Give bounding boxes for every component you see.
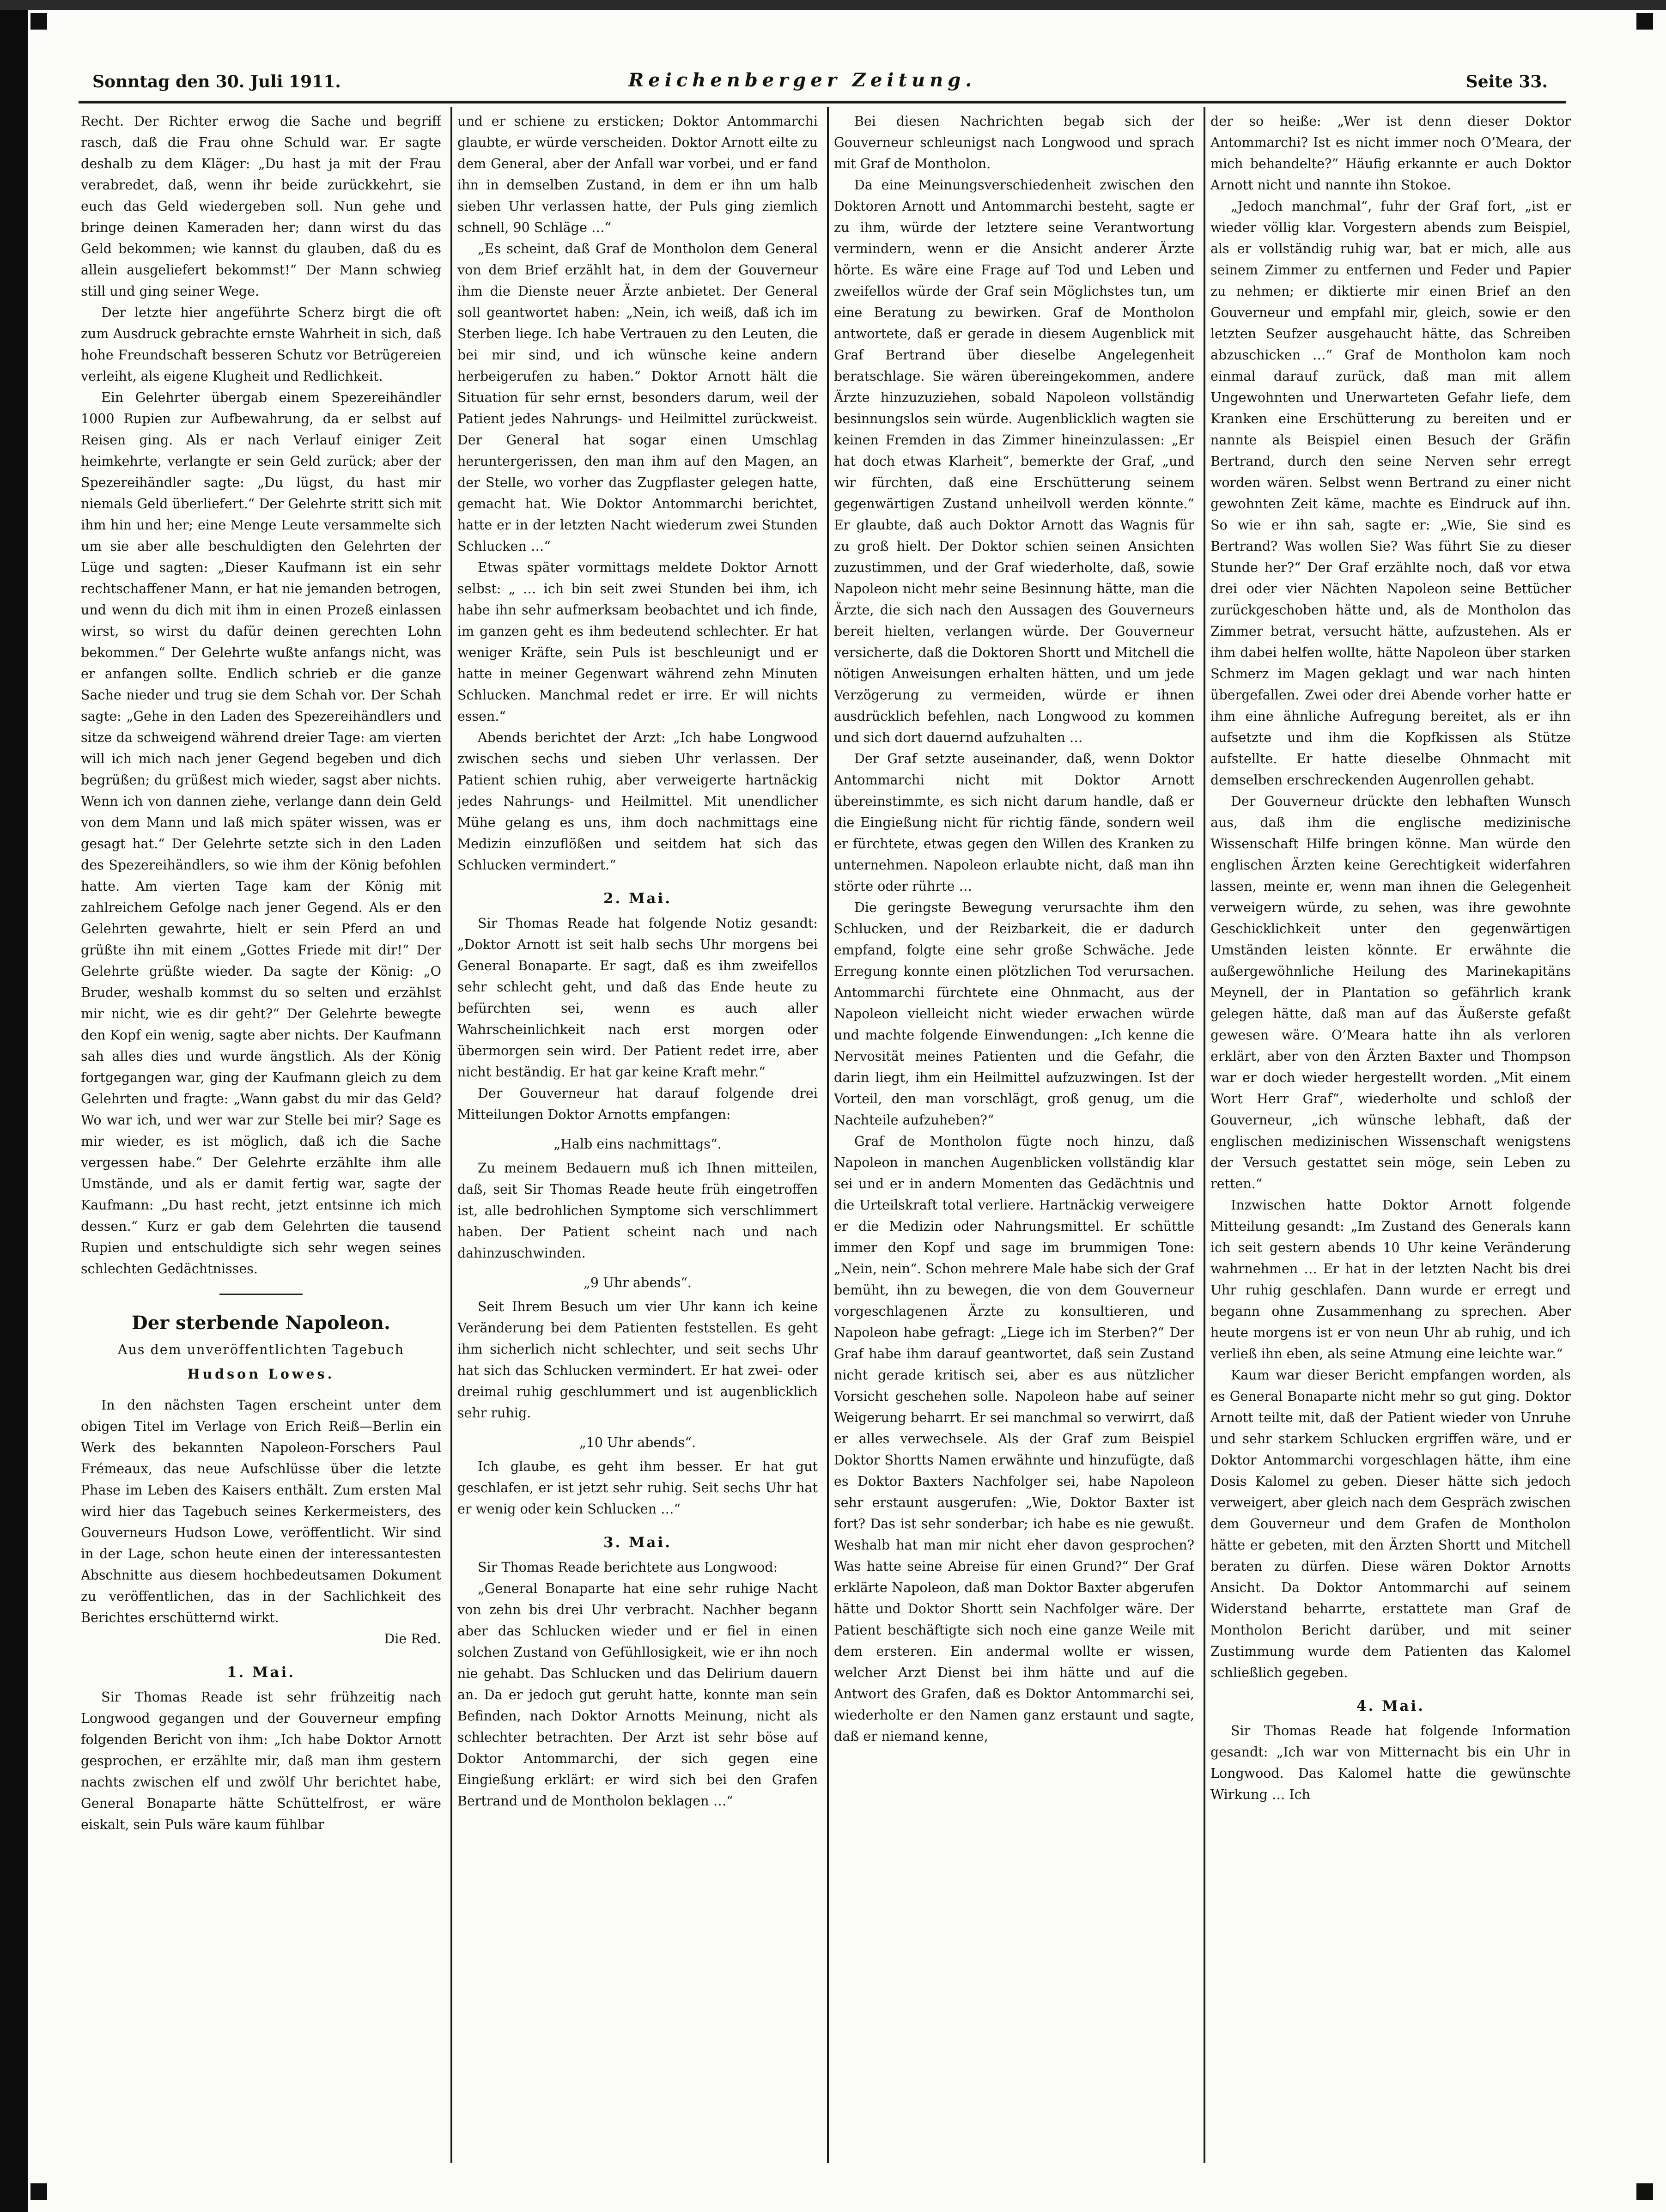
paragraph: Graf de Montholon fügte noch hinzu, daß Napoleon in manchen Augenblicken vollständig klar sei und er in andern Momenten das Gedächtnis und die Urteilskraft total verliere. Hartnäckig verweigere er die Medizin oder Nahrungsmittel. Er schüttle immer den Kopf und sage im brummigen Tone: „Nein, nein“. Schon mehrere Male habe sich der Graf bemüht, ihn zu bewegen, die von dem Gouverneur vorgeschlagenen Ärzte zu konsultieren, und Napoleon habe gefragt: „Liege ich im Sterben?“ Der Graf habe ihm darauf geantwortet, daß sein Zustand nicht gerade kritisch sei, aber es aus nützlicher Vorsicht geschehen solle. Napoleon habe auf seiner Weigerung beharrt. Er sei manchmal so verwirrt, daß er alles verwechsele. Als der Graf zum Beispiel Doktor Shortts Namen erwähnte und hinzufügte, daß es Doktor Baxters Nachfolger sei, habe Napoleon sehr erstaunt ausgerufen: „Wie, Doktor Baxter ist fort? Das ist sehr sonderbar; ich habe es nie gewußt. Weshalb hat man mir nicht eher davon gesprochen? Was hatte seine Abreise für einen Grund?“ Der Graf erklärte Napoleon, daß man Doktor Baxter abgerufen hätte und Doktor Shortt sein Nachfolger wäre. Der Patient beschäftigte sich noch eine ganze Weile mit dem ersteren. Ein andermal wollte er wissen, welcher Arzt Dienst bei ihm hätte und auf die Antwort des Grafen, daß es Doktor Antommarchi sei, wiederholte er den Namen ganz erstaunt und sagte, daß er niemand kenne, xyxy=(834,1134,1194,1744)
paragraph: „General Bonaparte hat eine sehr ruhige Nacht von zehn bis drei Uhr verbracht. Nachher begann aber das Schlucken wieder und er fiel in einen solchen Zustand von Gefühllosigkeit, wie er ihn noch nie gehabt. Das Schlucken und das Delirium dauern an. Da er jedoch gut geruht hatte, konnte man sein Befinden, nach Doktor Arnotts Meinung, nicht als schlechter betrachten. Der Arzt ist sehr böse auf Doktor Antommarchi, der sich gegen eine Eingießung erklärt: er wird sich bei den Grafen Bertrand und de Montholon beklagen …“ xyxy=(457,1581,818,1809)
paragraph: Seit Ihrem Besuch um vier Uhr kann ich keine Veränderung bei dem Patienten feststellen. Es geht ihm sicherlich nicht schlechter, und seit sechs Uhr hat sich das Schlucken vermindert. Er hat zwei- oder dreimal ruhig geschlummert und ist augenblicklich sehr ruhig. xyxy=(457,1299,818,1421)
message-time: „10 Uhr abends“. xyxy=(579,1435,696,1450)
article-subtitle-author: Hudson Lowes. xyxy=(187,1366,335,1382)
header-rule xyxy=(79,101,1566,103)
message-time: „Halb eins nachmittags“. xyxy=(553,1136,722,1152)
paragraph: der so heiße: „Wer ist denn dieser Doktor Antommarchi? Ist es nicht immer noch O’Meara, der mich behandelte?“ Häufig erkannte er auch Doktor Arnott nicht und nannte ihn Stokoe. xyxy=(1210,114,1571,193)
paragraph: Der letzte hier angeführte Scherz birgt die oft zum Ausdruck gebrachte ernste Wahrheit in sich, daß hohe Freundschaft besseren Schutz vor Betrügereien verleiht, als eigene Klugheit und Redlichkeit. xyxy=(81,305,441,384)
corner-mark xyxy=(30,13,47,30)
paragraph: Bei diesen Nachrichten begab sich der Gouverneur schleunigst nach Longwood und sprach mit Graf de Montholon. xyxy=(834,114,1194,171)
paragraph: Der Graf setzte auseinander, daß, wenn Doktor Antommarchi nicht mit Doktor Arnott übereinstimmte, es sich nicht darum handle, daß er die Eingießung nicht für richtig fände, sondern weil er fürchtete, etwas gegen den Willen des Kranken zu unternehmen. Napoleon erlaubte nicht, daß man ihn störte oder rührte … xyxy=(834,751,1194,894)
column-4 xyxy=(1210,111,1571,2153)
paragraph: Die geringste Bewegung verursachte ihm den Schlucken, und der Reizbarkeit, die er dadurch empfand, folgte eine sehr große Schwäche. Jede Erregung konnte einen plötzlichen Tod verursachen. Antommarchi fürchtete eine Ohnmacht, aus der Napoleon vielleicht nicht wieder erwachen würde und machte folgende Einwendungen: „Ich kenne die Nervosität meines Patienten und die Gefahr, die darin liegt, ihm ein Heilmittel aufzuzwingen. Ist der Vorteil, den man vorschlägt, groß genug, um die Nachteile aufzuheben?“ xyxy=(834,900,1194,1128)
paragraph: „Es scheint, daß Graf de Montholon dem General von dem Brief erzählt hat, in dem der Gouverneur ihm die Dienste neuer Ärzte anbietet. Der General soll geantwortet haben: „Nein, ich weiß, daß ich im Sterben liege. Ich habe Vertrauen zu den Leuten, die bei mir sind, und ich wünsche keine andern herbeigerufen zu haben.“ Doktor Arnott hält die Situation für sehr ernst, besonders darum, weil der Patient jedes Nahrungs- und Heilmittel zurückweist. Der General hat sogar einen Umschlag heruntergerissen, den man ihm auf den Magen, an der Stelle, wo vorher das Zugpflaster gelegen hatte, gemacht hat. Wie Doktor Antommarchi berichtet, hatte er in der letzten Nacht wiederum zwei Stunden Schlucken …“ xyxy=(457,241,818,554)
paragraph: Ein Gelehrter übergab einem Spezereihändler 1000 Rupien zur Aufbewahrung, da er selbst auf Reisen ging. Als er nach Verlauf einiger Zeit heimkehrte, verlangte er sein Geld zurück; aber der Spezereihändler sagte: „Du lügst, du hast mir niemals Geld überliefert.“ Der Gelehrte stritt sich mit ihm hin und her; eine Menge Leute versammelte sich um sie aber alle beschuldigten den Gelehrten der Lüge und sagten: „Dieser Kaufmann ist ein sehr rechtschaffener Mann, er hat nie jemanden betrogen, und wenn du dich mit ihm in einen Prozeß einlassen wirst, so wirst du dafür deinen gerechten Lohn bekommen.“ Der Gelehrte wußte anfangs nicht, was er anfangen sollte. Endlich schrieb er die ganze Sache nieder und trug sie dem Schah vor. Der Schah sagte: „Gehe in den Laden des Spezereihändlers und sitze da schweigend während dreier Tage: am vierten will ich mich nach jener Gegend begeben und dich begrüßen; du grüßest mich wieder, sagst aber nichts. Wenn ich von dannen ziehe, verlange dann dein Geld von dem Mann und laß mich später wissen, was er gesagt hat.“ Der Gelehrte setzte sich in den Laden des Spezereihändlers, so wie ihm der König befohlen hatte. Am vierten Tage kam der König mit zahlreichem Gefolge nach jener Gegend. Als er den Gelehrten gewahrte, hielt er sein Pferd an und grüßte ihn mit einem „Gottes Friede mit dir!“ Der Gelehrte grüßte wieder. Da sagte der König: „O Bruder, weshalb kommst du so selten und erzählst mir nicht, wie es dir geht?“ Der Gelehrte bewegte den Kopf ein wenig, sagte aber nichts. Der Kaufmann sah alles dies und wurde ängstlich. Als der König fortgegangen war, ging der Kaufmann gleich zu dem Gelehrten und fragte: „Wann gabst du mir das Geld? Wo war ich, und wer war zur Stelle bei mir? Sage es mir wieder, es ist möglich, daß ich die Sache vergessen habe.“ Der Gelehrte erzählte ihm alle Umstände, und als er damit fertig war, sagte der Kaufmann: „Du hast recht, jetzt entsinne ich mich dessen.“ Kurz er gab dem Gelehrten die tausend Rupien und entschuldigte sich sehr wegen seines schlechten Gedächtnisses. xyxy=(81,390,441,1276)
paragraph: Der Gouverneur hat darauf folgende drei Mitteilungen Doktor Arnotts empfangen: xyxy=(457,1086,818,1122)
paragraph: Zu meinem Bedauern muß ich Ihnen mitteilen, daß, seit Sir Thomas Reade heute früh eingetroffen ist, alle bedrohlichen Symptome sich verschlimmert haben. Der Patient scheint nach und nach dahinzuschwinden. xyxy=(457,1161,818,1261)
editorial-intro: In den nächsten Tagen erscheint unter dem obigen Titel im Verlage von Erich Reiß—Berlin ein Werk des bekannten Napoleon-Forschers Paul Frémeaux, das neue Aufschlüsse über die letzte Phase im Leben des Kaisers enthält. Zum ersten Mal wird hier das Tagebuch seines Kerkermeisters, des Gouverneurs Hudson Lowe, veröffentlicht. Wir sind in der Lage, schon heute einen der interessantesten Abschnitte aus diesem hochbedeutsamen Dokument zu veröffentlichen, das in der Sachlichkeit des Berichtes erschütternd wirkt. xyxy=(81,1398,441,1625)
editorial-signoff: Die Red. xyxy=(384,1631,441,1647)
paragraph: Etwas später vormittags meldete Doktor Arnott selbst: „ … ich bin seit zwei Stunden bei ihm, ich habe ihn sehr aufmerksam beobachtet und ich finde, im ganzen geht es ihm bedeutend schlechter. Er hat weniger Kräfte, sein Puls ist beschleunigt und er hatte in meiner Gegenwart während zehn Minuten Schlucken. Manchmal redet er irre. Er will nichts essen.“ xyxy=(457,560,818,724)
paragraph: Inzwischen hatte Doktor Arnott folgende Mitteilung gesandt: „Im Zustand des Generals kann ich seit gestern abends 10 Uhr keine Veränderung wahrnehmen … Er hat in der letzten Nacht bis drei Uhr ruhig geschlafen. Dann wurde er erregt und begann ohne Zusammenhang zu sprechen. Aber heute morgens ist er von neun Uhr ab ruhig, und ich verließ ihn eben, als seine Atmung eine leichte war.“ xyxy=(1210,1197,1571,1361)
page-number: Seite 33. xyxy=(1465,72,1548,91)
corner-mark xyxy=(1636,13,1653,30)
column-2 xyxy=(457,111,818,2153)
paragraph: Sir Thomas Reade hat folgende Notiz gesandt: „Doktor Arnott ist seit halb sechs Uhr morgens bei General Bonaparte. Er sagt, daß es ihm zweifellos sehr schlecht geht, und daß das Ende heute zu befürchten sei, wenn es auch aller Wahrscheinlichkeit nach erst morgen oder übermorgen sein wird. Der Patient redet irre, aber nicht beständig. Er hat gar keine Kraft mehr.“ xyxy=(457,916,818,1080)
paragraph: „Jedoch manchmal“, fuhr der Graf fort, „ist er wieder völlig klar. Vorgestern abends zum Beispiel, als er vollständig ruhig war, bat er mich, alle aus seinem Zimmer zu entfernen und Feder und Papier zu nehmen; er diktierte mir einen Brief an den Gouverneur und empfahl mir, gleich, sowie er den letzten Seufzer ausgehaucht hätte, das Schreiben abzuschicken …“ Graf de Montholon kam noch einmal darauf zurück, daß man mit allem Ungewohnten und Unerwarteten Gefahr liefe, dem Kranken eine Erschütterung zu bereiten und er nannte als Beispiel einen Besuch der Gräfin Bertrand, durch den seine Nerven sehr erregt worden wären. Selbst wenn Bertrand zu einer nicht gewohnten Zeit käme, machte es Eindruck auf ihn. So wie er ihn sah, sagte er: „Wie, Sie sind es Bertrand? Was wollen Sie? Was führt Sie zu dieser Stunde her?“ Der Graf erzählte noch, daß vor etwa drei oder vier Nächten Napoleon seine Bettücher zurückgeschoben hätte und, als de Montholon das Zimmer betrat, versucht hätte, aufzustehen. Als er ihm dabei helfen wollte, hätte Napoleon über starken Schmerz im Magen geklagt und war nach hinten übergefallen. Zwei oder drei Abende vorher hatte er ihm eine ähnliche Aufregung bereitet, als er ihn aufsetzte und ihm die Kopfkissen als Stütze aufstellte. Er hatte dieselbe Ohnmacht mit demselben erschreckenden Augenrollen gehabt. xyxy=(1210,199,1571,788)
paragraph: Abends berichtet der Arzt: „Ich habe Longwood zwischen sechs und sieben Uhr verlassen. Der Patient schien ruhig, aber verweigerte hartnäckig jedes Nahrungs- und Heilmittel. Mit unendlicher Mühe gelang es uns, ihm doch nachmittags eine Medizin einzuflößen und seitdem hat sich das Schlucken vermindert.“ xyxy=(457,730,818,873)
paragraph: Sir Thomas Reade hat folgende Information gesandt: „Ich war von Mitternacht bis ein Uhr in Longwood. Das Kalomel hatte die gewünschte Wirkung … Ich xyxy=(1210,1723,1571,1802)
issue-date: Sonntag den 30. Juli 1911. xyxy=(92,72,341,91)
paragraph: und er schiene zu ersticken; Doktor Antommarchi glaubte, er würde verscheiden. Doktor Arnott eilte zu dem General, aber der Anfall war vorbei, und er fand ihn in demselben Zustand, in dem er ihn um halb sieben Uhr verlassen hatte, der Puls ging ziemlich schnell, 90 Schläge …“ xyxy=(457,114,818,235)
column-3 xyxy=(834,111,1194,2153)
column-rule xyxy=(450,107,452,2163)
corner-mark xyxy=(1636,2183,1653,2200)
scan-top-band xyxy=(0,0,1666,10)
diary-date: 3. Mai. xyxy=(603,1534,672,1551)
diary-date: 1. Mai. xyxy=(226,1664,296,1681)
paragraph: Kaum war dieser Bericht empfangen worden, als es General Bonaparte nicht mehr so gut ging. Doktor Arnott teilte mit, daß der Patient wieder von Unruhe und sehr starkem Schlucken ergriffen wäre, und er Doktor Antommarchi vorgeschlagen hätte, ihm eine Dosis Kalomel zu geben. Dieser hätte sich jedoch verweigert, aber gleich nach dem Gespräch zwischen dem Gouverneur und dem Grafen de Montholon hätte er gebeten, mit den Ärzten Shortt und Mitchell beraten zu dürfen. Diese wären Doktor Arnotts Ansicht. Da Doktor Antommarchi auf seinem Widerstand beharrte, erstattete man Graf de Montholon Bericht darüber, und mit seiner Zustimmung wurde dem Patienten das Kalomel schließlich gegeben. xyxy=(1210,1367,1571,1680)
message-time: „9 Uhr abends“. xyxy=(584,1275,692,1290)
paragraph: Ich glaube, es geht ihm besser. Er hat gut geschlafen, er ist jetzt sehr ruhig. Seit sechs Uhr hat er wenig oder kein Schlucken …“ xyxy=(457,1459,818,1517)
paragraph: Recht. Der Richter erwog die Sache und begriff rasch, daß die Frau ohne Schuld war. Er sagte deshalb zu dem Kläger: „Du hast ja mit der Frau verabredet, daß, wenn ihr beide zurückkehrt, sie euch das Geld wiedergeben soll. Nun gehe und bringe deinen Kameraden her; dann wirst du das Geld bekommen; wie kannst du glauben, daß du es allein ausgeliefert bekommst!“ Der Mann schwieg still und ging seiner Wege. xyxy=(81,114,441,299)
scan-edge-bar xyxy=(0,0,28,2212)
paragraph: Der Gouverneur drückte den lebhaften Wunsch aus, daß ihm die englische medizinische Wissenschaft Hilfe bringen könne. Man würde den englischen Ärzten keine Gerechtigkeit widerfahren lassen, meinte er, wenn man ihnen die Gelegenheit verweigern würde, zu sehen, was ihre gewohnte Geschicklichkeit unter den gegenwärtigen Umständen leisten könnte. Er erwähnte die außergewöhnliche Heilung des Marinekapitäns Meynell, der in Plantation so gefährlich krank gelegen hätte, daß man auf das Äußerste gefaßt gewesen wäre. O’Meara hatte ihn als verloren erklärt, aber von den Ärzten Baxter und Thompson war er doch wieder hergestellt worden. „Mit einem Wort Herr Graf“, wiederholte und schloß der Gouverneur, „ich wünsche lebhaft, daß der englischen medizinischen Wissenschaft wenigstens der Versuch gestattet sein möge, sein Leben zu retten.“ xyxy=(1210,794,1571,1191)
article-divider xyxy=(219,1294,303,1295)
paragraph: Sir Thomas Reade ist sehr frühzeitig nach Longwood gegangen und der Gouverneur empfing folgenden Bericht von ihm: „Ich habe Doktor Arnott gesprochen, er erzählte mir, daß man ihm gestern nachts zwischen elf und zwölf Uhr berichtet habe, General Bonaparte hätte Schüttelfrost, er wäre eiskalt, sein Puls wäre kaum fühlbar xyxy=(81,1689,441,1832)
paragraph: Da eine Meinungsverschiedenheit zwischen den Doktoren Arnott und Antommarchi besteht, sagte er zu ihm, würde der letztere seine Verantwortung vermindern, wenn er die Ansicht anderer Ärzte hörte. Es wäre eine Frage auf Tod und Leben und zweifellos würde der Graf sein Möglichstes tun, um eine Beratung zu bewirken. Graf de Montholon antwortete, daß er gerade in diesem Augenblick mit Graf Bertrand über dieselbe Angelegenheit beratschlage. Sie wären übereingekommen, andere Ärzte hinzuzuziehen, sobald Napoleon vollständig besinnungslos sein würde. Augenblicklich wagten sie keinen Fremden in das Zimmer hineinzulassen: „Er hat doch etwas Klarheit“, bemerkte der Graf, „und wir fürchten, daß eine Erschütterung seinem gegenwärtigen Zustand unheilvoll werden könnte.“ Er glaubte, daß auch Doktor Arnott das Wagnis für zu groß hielt. Der Doktor schien seinen Ansichten zuzustimmen, und der Graf wiederholte, daß, sowie Napoleon nicht mehr seine Besinnung hätte, man die Ärzte, die sich nach den Aussagen des Gouverneurs bereit hielten, verlangen würde. Der Gouverneur versicherte, daß die Doktoren Shortt und Mitchell die nötigen Anweisungen erhalten hätten, und um jede Verzögerung zu vermeiden, würde er ihnen ausdrücklich befehlen, nach Longwood zu kommen und sich dort dauernd aufzuhalten … xyxy=(834,177,1194,745)
diary-date: 2. Mai. xyxy=(603,890,672,907)
paragraph: Sir Thomas Reade berichtete aus Longwood: xyxy=(478,1560,778,1575)
diary-date: 4. Mai. xyxy=(1356,1698,1425,1714)
masthead: Reichenberger Zeitung. xyxy=(628,69,977,91)
page-header xyxy=(92,69,1548,102)
article-subtitle: Aus dem unveröffentlichten Tagebuch xyxy=(117,1342,405,1357)
column-1 xyxy=(81,111,441,2153)
column-rule xyxy=(1204,107,1205,2163)
column-rule xyxy=(827,107,829,2163)
article-title: Der sterbende Napoleon. xyxy=(132,1312,390,1334)
corner-mark xyxy=(30,2183,47,2200)
